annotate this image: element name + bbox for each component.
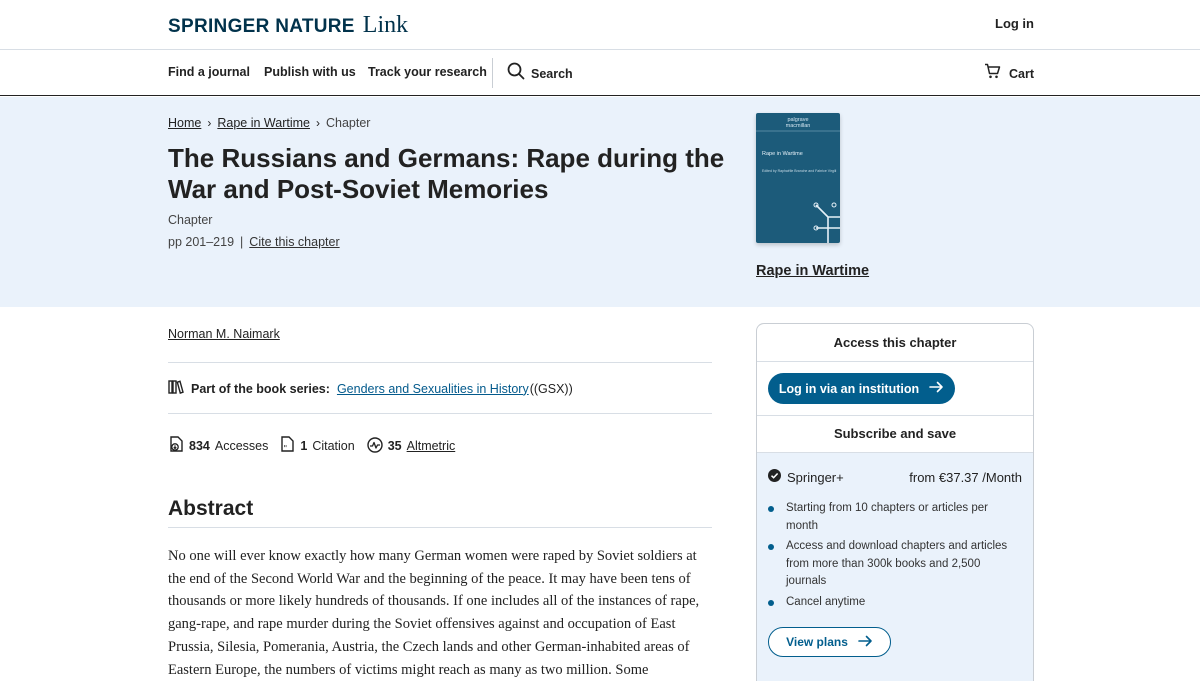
search-label: Search: [531, 66, 573, 81]
download-document-icon: [168, 436, 184, 456]
plan-feature: Starting from 10 chapters or articles per month: [768, 500, 1018, 535]
accesses-count: 834: [189, 439, 210, 453]
nav-find-journal[interactable]: Find a journal: [168, 65, 250, 79]
divider: [168, 413, 712, 414]
nav-track-research[interactable]: Track your research: [368, 65, 487, 79]
breadcrumb-book[interactable]: Rape in Wartime: [217, 116, 310, 130]
nav-publish-with-us[interactable]: Publish with us: [264, 65, 356, 79]
breadcrumb: [168, 116, 370, 130]
cover-publisher-line1: palgrave: [787, 117, 809, 123]
search-icon: [507, 62, 525, 85]
breadcrumb-current: Chapter: [325, 116, 371, 130]
abstract-text: No one will ever know exactly how many German women were raped by Soviet soldiers at the end of the Second World War and the beginning of the peace. It may have been tens of thousands or more likely hundreds of thousands. If one includes all of the instances of rape, gang-rape, and rape murder during the Soviet offensives against and occupation of East Prussia, Silesia, Pomerania, Austria, the Czech lands and other German-inhabited areas of Eastern Europe, the numbers of victims might reach as many as two million. Some: [168, 548, 700, 678]
plan-feature: Cancel anytime: [768, 594, 1018, 612]
altmetric-count: 35: [387, 439, 402, 453]
cover-editors: Edited by Raphaëlle Branche and Fabrice Virgili: [762, 169, 837, 173]
chevron-right-icon: ›: [315, 116, 320, 130]
accesses-metric: [168, 436, 268, 456]
access-chapter-card: [756, 323, 1034, 681]
content-type: Chapter: [168, 213, 213, 227]
access-title: Access this chapter: [757, 324, 1033, 362]
arrow-right-icon: [858, 635, 873, 650]
cart-label: Cart: [1008, 66, 1034, 81]
check-circle-icon: [768, 469, 781, 485]
site-header: [0, 0, 1200, 50]
plan-name: Springer+: [787, 469, 844, 485]
citations-metric: [280, 436, 354, 456]
books-icon: [168, 379, 184, 398]
plan-header: [768, 469, 1022, 485]
cart-icon: [984, 63, 1001, 84]
chapter-hero: [0, 97, 1200, 307]
cite-chapter-link[interactable]: Cite this chapter: [249, 235, 340, 249]
cart-button[interactable]: [984, 63, 1034, 84]
quote-document-icon: [280, 436, 295, 456]
cover-circuit-decoration: [756, 113, 840, 243]
search-button[interactable]: [507, 62, 573, 85]
book-cover[interactable]: [756, 113, 840, 243]
springer-plus-plan: [757, 453, 1033, 681]
cover-title: Rape in Wartime: [762, 151, 803, 157]
springer-nature-link-logo[interactable]: [168, 12, 408, 39]
plan-feature: Access and download chapters and articles from more than 300k books and 2,500 journals: [768, 538, 1018, 591]
view-plans-label: View plans: [786, 635, 848, 649]
login-institution-button[interactable]: [768, 373, 955, 404]
author-link[interactable]: Norman M. Naimark: [168, 327, 280, 341]
abstract-heading: Abstract: [168, 497, 254, 520]
chapter-title: The Russians and Germans: Rape during the War and Post-Soviet Memories: [168, 143, 725, 204]
citations-count: 1: [300, 439, 308, 453]
subscribe-title: Subscribe and save: [757, 416, 1033, 453]
altmetric-icon: [367, 437, 383, 456]
altmetric-link[interactable]: Altmetric: [406, 439, 456, 453]
citations-label: Citation: [312, 439, 355, 453]
nav-divider: [492, 58, 493, 88]
chevron-right-icon: ›: [207, 116, 212, 130]
plan-features: [768, 500, 1018, 614]
breadcrumb-home[interactable]: Home: [168, 116, 202, 130]
accesses-label: Accesses: [214, 439, 269, 453]
plan-price: from €37.37 /Month: [909, 469, 1022, 485]
arrow-right-icon: [929, 381, 944, 396]
metrics-bar: [168, 436, 467, 456]
cover-publisher-line2: macmillan: [785, 123, 811, 129]
book-series: [168, 379, 573, 398]
series-label: Part of the book series:: [191, 381, 330, 396]
series-abbr: ((GSX)): [529, 381, 573, 396]
institution-login-row: [757, 362, 1033, 416]
separator: |: [240, 235, 244, 249]
view-plans-button[interactable]: [768, 627, 891, 657]
altmetric-metric[interactable]: [367, 437, 456, 456]
logo-link-text: Link: [362, 12, 409, 38]
divider: [168, 362, 712, 363]
svg-text:": ": [283, 444, 288, 453]
page-range: pp 201–219: [168, 235, 235, 249]
chapter-pages-line: [168, 235, 340, 249]
book-title-link[interactable]: Rape in Wartime: [756, 263, 870, 279]
login-institution-label: Log in via an institution: [778, 381, 920, 396]
login-link[interactable]: Log in: [995, 16, 1034, 31]
logo-brand: SPRINGER NATURE: [168, 16, 355, 37]
series-link[interactable]: Genders and Sexualities in History: [336, 381, 529, 396]
divider: [168, 527, 712, 528]
main-nav: [0, 50, 1200, 96]
